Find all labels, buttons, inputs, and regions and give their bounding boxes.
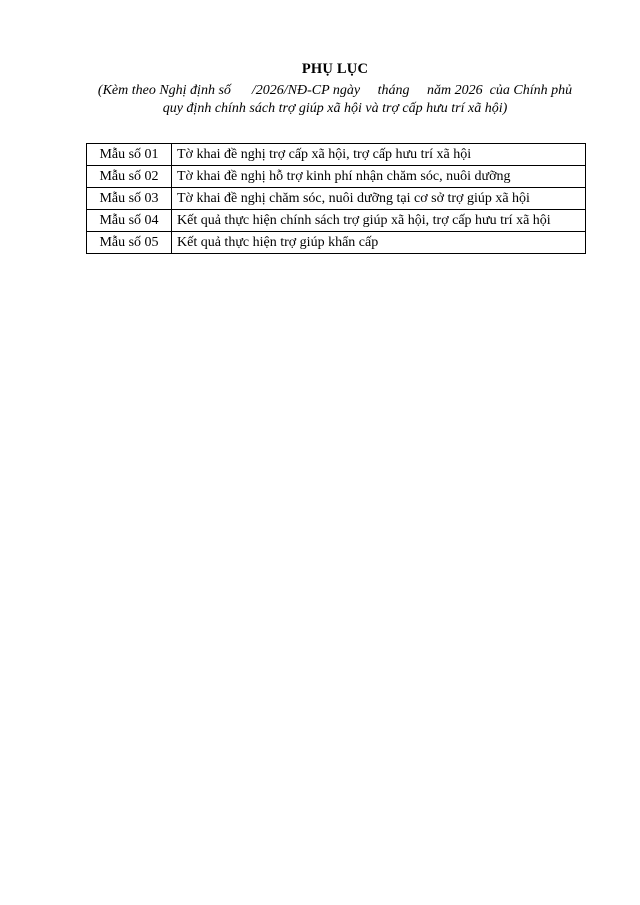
- table-row: [87, 232, 586, 254]
- form-code: Mẫu số 03: [87, 188, 172, 210]
- form-code: Mẫu số 05: [87, 232, 172, 254]
- forms-table: [86, 143, 586, 254]
- form-code: Mẫu số 01: [87, 144, 172, 166]
- appendix-title: PHỤ LỤC: [301, 61, 369, 77]
- form-name: Tờ khai đề nghị hỗ trợ kinh phí nhận chăm sóc, nuôi dưỡng: [172, 166, 586, 188]
- form-name: Tờ khai đề nghị chăm sóc, nuôi dưỡng tại cơ sở trợ giúp xã hội: [172, 188, 586, 210]
- form-code: Mẫu số 02: [87, 166, 172, 188]
- table-row: [87, 166, 586, 188]
- table-row: [87, 210, 586, 232]
- form-code: Mẫu số 04: [87, 210, 172, 232]
- appendix-subtitle-line1: (Kèm theo Nghị định số /2026/NĐ-CP ngày tháng năm 2026 của Chính phủ: [97, 83, 573, 98]
- form-name: Kết quả thực hiện trợ giúp khẩn cấp: [172, 232, 586, 254]
- form-name: Tờ khai đề nghị trợ cấp xã hội, trợ cấp hưu trí xã hội: [172, 144, 586, 166]
- table-row: [87, 188, 586, 210]
- form-name: Kết quả thực hiện chính sách trợ giúp xã hội, trợ cấp hưu trí xã hội: [172, 210, 586, 232]
- table-row: [87, 144, 586, 166]
- appendix-subtitle-line2: quy định chính sách trợ giúp xã hội và trợ cấp hưu trí xã hội): [162, 101, 508, 116]
